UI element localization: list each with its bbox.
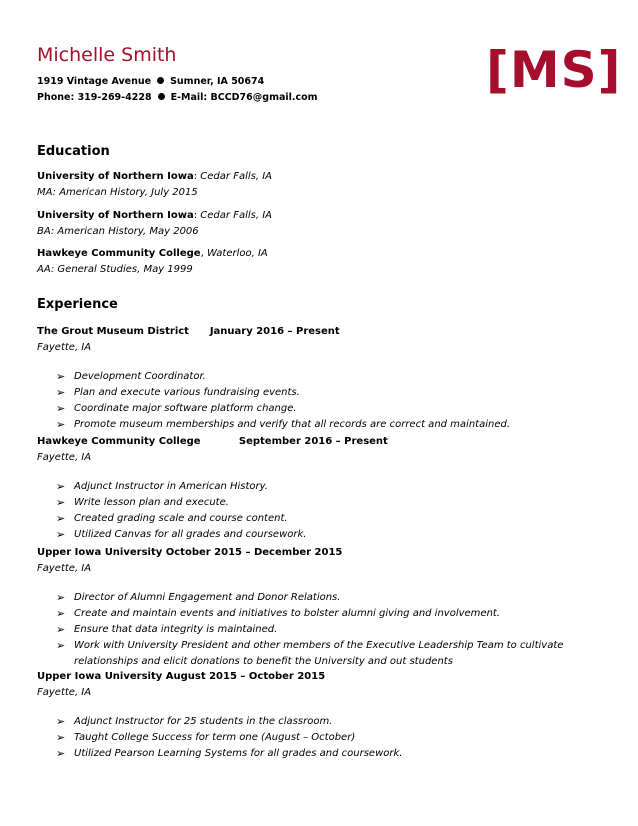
list-item [56,638,617,670]
experience-heading: Experience [37,297,118,312]
job-title-line: Upper Iowa University August 2015 – October 2015 [37,671,326,682]
arrow-bullet-icon: ➢ [56,623,66,636]
arrow-bullet-icon: ➢ [56,715,66,728]
bullet-text: Adjunct Instructor for 25 students in the classroom. [74,716,333,727]
degree: AA: General Studies, May 1999 [37,264,193,275]
school-location: Cedar Falls, IA [200,210,272,221]
list-item [56,746,617,762]
school-name: University of Northern Iowa [37,171,194,182]
job-entry [37,324,617,433]
school-location: Cedar Falls, IA [200,171,272,182]
bullet-text: Development Coordinator. [74,371,206,382]
arrow-bullet-icon: ➢ [56,480,66,493]
separator: : [193,171,201,182]
arrow-bullet-icon: ➢ [56,639,66,652]
school-name: University of Northern Iowa [37,210,194,221]
bullet-dot-icon [158,93,165,100]
bullet-text: Write lesson plan and execute. [74,497,229,508]
list-item [56,714,617,730]
job-location: Fayette, IA [37,563,92,574]
bullet-text: Promote museum memberships and verify that all records are correct and maintained. [74,419,511,430]
address-street: 1919 Vintage Avenue [37,76,152,87]
candidate-name: Michelle Smith [37,44,177,66]
list-item [56,606,617,622]
bullet-text: Create and maintain events and initiatives to bolster alumni giving and involvement. [74,608,501,619]
arrow-bullet-icon: ➢ [56,370,66,383]
list-item [56,590,617,606]
phone: Phone: 319-269-4228 [37,92,152,103]
job-title-line: The Grout Museum District January 2016 – Present [37,326,340,337]
arrow-bullet-icon: ➢ [56,747,66,760]
arrow-bullet-icon: ➢ [56,528,66,541]
job-bullets [37,369,617,433]
phone-email-line [37,90,318,106]
education-item [37,169,272,201]
list-item [56,622,617,638]
job-title-line: Hawkeye Community College September 2016 – Present [37,436,388,447]
job-bullets [37,714,617,762]
job-title-line: Upper Iowa University October 2015 – December 2015 [37,547,343,558]
address-line [37,74,318,90]
bullet-text: Taught College Success for term one (August – October) [74,732,356,743]
list-item [56,417,617,433]
job-location: Fayette, IA [37,342,92,353]
bullet-text: Work with University President and other members of the Executive Leadership Team to cultivate relationships and elicit donations to benefit the University and out students [74,640,564,667]
job-entry [37,545,617,670]
bullet-text: Coordinate major software platform change. [74,403,297,414]
arrow-bullet-icon: ➢ [56,731,66,744]
arrow-bullet-icon: ➢ [56,512,66,525]
bullet-text: Plan and execute various fundraising events. [74,387,300,398]
bullet-text: Created grading scale and course content. [74,513,288,524]
job-entry [37,434,617,543]
arrow-bullet-icon: ➢ [56,402,66,415]
list-item [56,527,617,543]
monogram-logo: [MS] [486,41,622,99]
list-item [56,511,617,527]
job-entry [37,669,617,762]
arrow-bullet-icon: ➢ [56,418,66,431]
job-location: Fayette, IA [37,452,92,463]
degree: MA: American History, July 2015 [37,187,198,198]
arrow-bullet-icon: ➢ [56,591,66,604]
education-heading: Education [37,144,110,159]
bullet-text: Utilized Pearson Learning Systems for all grades and coursework. [74,748,403,759]
education-item [37,246,268,278]
list-item [56,369,617,385]
separator: , [200,248,207,259]
bullet-text: Director of Alumni Engagement and Donor Relations. [74,592,341,603]
arrow-bullet-icon: ➢ [56,607,66,620]
list-item [56,495,617,511]
school-location: Waterloo, IA [206,248,268,259]
list-item [56,479,617,495]
separator: : [193,210,201,221]
address-city: Sumner, IA 50674 [170,76,265,87]
email: E-Mail: BCCD76@gmail.com [170,92,318,103]
bullet-text: Ensure that data integrity is maintained. [74,624,278,635]
bullet-text: Adjunct Instructor in American History. [74,481,268,492]
arrow-bullet-icon: ➢ [56,386,66,399]
degree: BA: American History, May 2006 [37,226,199,237]
school-name: Hawkeye Community College [37,248,201,259]
job-bullets [37,479,617,543]
bullet-dot-icon [157,77,164,84]
job-bullets [37,590,617,670]
bullet-text: Utilized Canvas for all grades and coursework. [74,529,307,540]
list-item [56,730,617,746]
contact-block [37,74,318,106]
job-location: Fayette, IA [37,687,92,698]
arrow-bullet-icon: ➢ [56,496,66,509]
list-item [56,385,617,401]
education-item [37,208,272,240]
list-item [56,401,617,417]
